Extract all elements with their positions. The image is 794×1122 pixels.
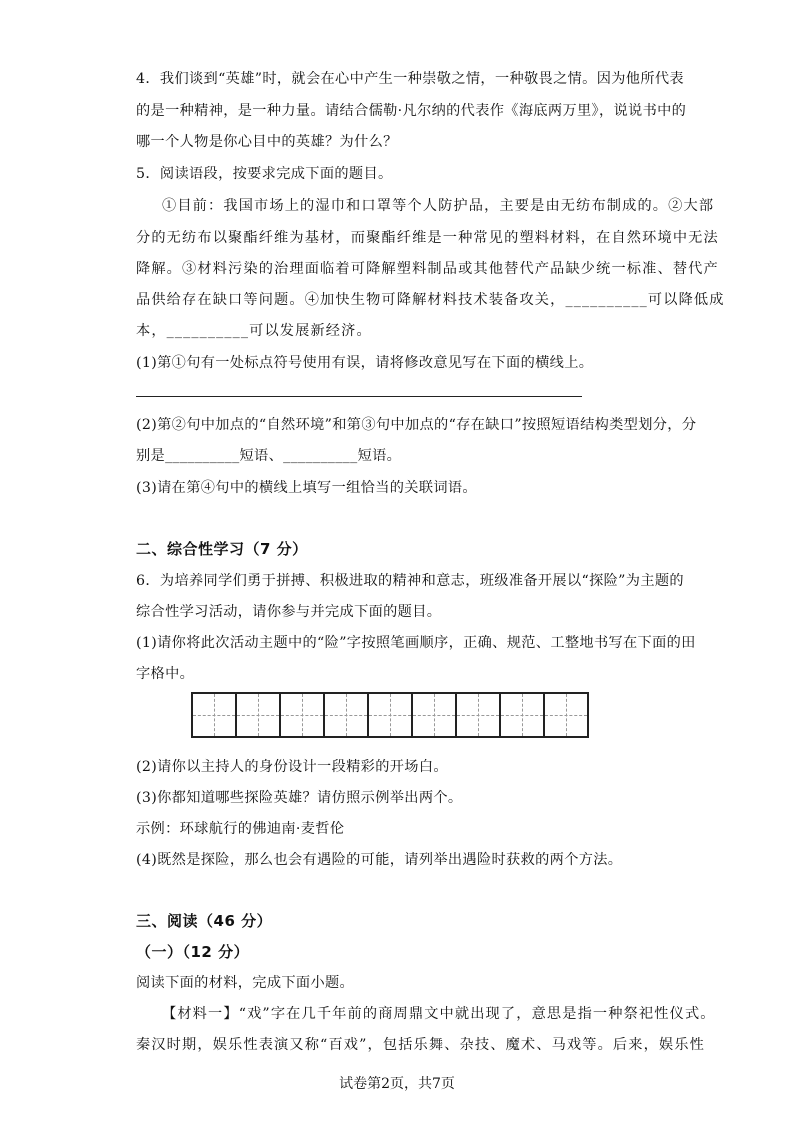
- q6-line-1: 6．为培养同学们勇于拼搏、积极进取的精神和意志，班级准备开展以“探险”为主题的: [136, 573, 684, 589]
- q5-title: 5．阅读语段，按要求完成下面的题目。: [136, 166, 393, 182]
- q5-sub-3: (3)请在第④句中的横线上填写一组恰当的关联词语。: [136, 480, 477, 496]
- tianzige-cell[interactable]: [411, 692, 457, 738]
- q6-line-2: 综合性学习活动，请你参与并完成下面的题目。: [136, 604, 442, 620]
- material-1-line-2: 秦汉时期，娱乐性表演又称“百戏”，包括乐舞、杂技、魔术、马戏等。后来，娱乐性: [136, 1037, 705, 1053]
- q4-line-3: 哪一个人物是你心目中的英雄？为什么？: [136, 134, 398, 150]
- tianzige-grid: [191, 692, 607, 738]
- q6-sub-1-line-1: (1)请你将此次活动主题中的“险”字按照笔画顺序，正确、规范、工整地书写在下面的田: [136, 635, 696, 651]
- q5-passage-line-3: 降解。③材料污染的治理面临着可降解塑料制品或其他替代产品缺少统一标准、替代产: [136, 261, 719, 277]
- q6-example: 示例：环球航行的佛迪南·麦哲伦: [136, 821, 345, 837]
- tianzige-cell[interactable]: [499, 692, 545, 738]
- tianzige-cell[interactable]: [323, 692, 369, 738]
- tianzige-cell[interactable]: [543, 692, 589, 738]
- q6-sub-2: (2)请你以主持人的身份设计一段精彩的开场白。: [136, 759, 448, 775]
- material-1-line-1: 【材料一】“戏”字在几千年前的商周鼎文中就出现了，意思是指一种祭祀性仪式。: [162, 1006, 716, 1022]
- page-footer: 试卷第2页，共7页: [339, 1076, 455, 1092]
- answer-line[interactable]: [136, 396, 582, 397]
- section-2-heading: 二、综合性学习（7 分）: [136, 540, 308, 558]
- section-3-heading: 三、阅读（46 分）: [136, 912, 273, 930]
- q5-sub-1: (1)第①句有一处标点符号使用有误，请将修改意见写在下面的横线上。: [136, 355, 594, 371]
- q5-passage-line-5: 本，__________可以发展新经济。: [136, 323, 372, 339]
- tianzige-cell[interactable]: [279, 692, 325, 738]
- q5-passage-line-2: 分的无纺布以聚酯纤维为基材，而聚酯纤维是一种常见的塑料材料，在自然环境中无法: [136, 230, 719, 246]
- reading-intro: 阅读下面的材料，完成下面小题。: [136, 975, 355, 991]
- section-3-sub-heading: （一）（12 分）: [136, 943, 250, 961]
- q4-line-2: 的是一种精神，是一种力量。请结合儒勒·凡尔纳的代表作《海底两万里》，说说书中的: [136, 103, 687, 119]
- tianzige-cell[interactable]: [235, 692, 281, 738]
- q4-line-1: 4．我们谈到“英雄”时，就会在心中产生一种崇敬之情，一种敬畏之情。因为他所代表: [136, 71, 684, 87]
- q5-sub-2-line-1: (2)第②句中加点的“自然环境”和第③句中加点的“存在缺口”按照短语结构类型划分，分: [136, 417, 697, 433]
- q6-sub-1-line-2: 字格中。: [136, 666, 195, 682]
- q6-sub-3: (3)你都知道哪些探险英雄？请仿照示例举出两个。: [136, 790, 463, 806]
- q6-sub-4: (4)既然是探险，那么也会有遇险的可能，请列举出遇险时获救的两个方法。: [136, 852, 623, 868]
- tianzige-cell[interactable]: [367, 692, 413, 738]
- tianzige-cell[interactable]: [455, 692, 501, 738]
- q5-sub-2-line-2: 别是__________短语、__________短语。: [136, 448, 402, 464]
- tianzige-cell[interactable]: [191, 692, 237, 738]
- q5-passage-line-1: ①目前：我国市场上的湿巾和口罩等个人防护品，主要是由无纺布制成的。②大部: [162, 198, 715, 214]
- q5-passage-line-4: 品供给存在缺口等问题。④加快生物可降解材料技术装备攻关，__________可以降低成: [136, 292, 725, 308]
